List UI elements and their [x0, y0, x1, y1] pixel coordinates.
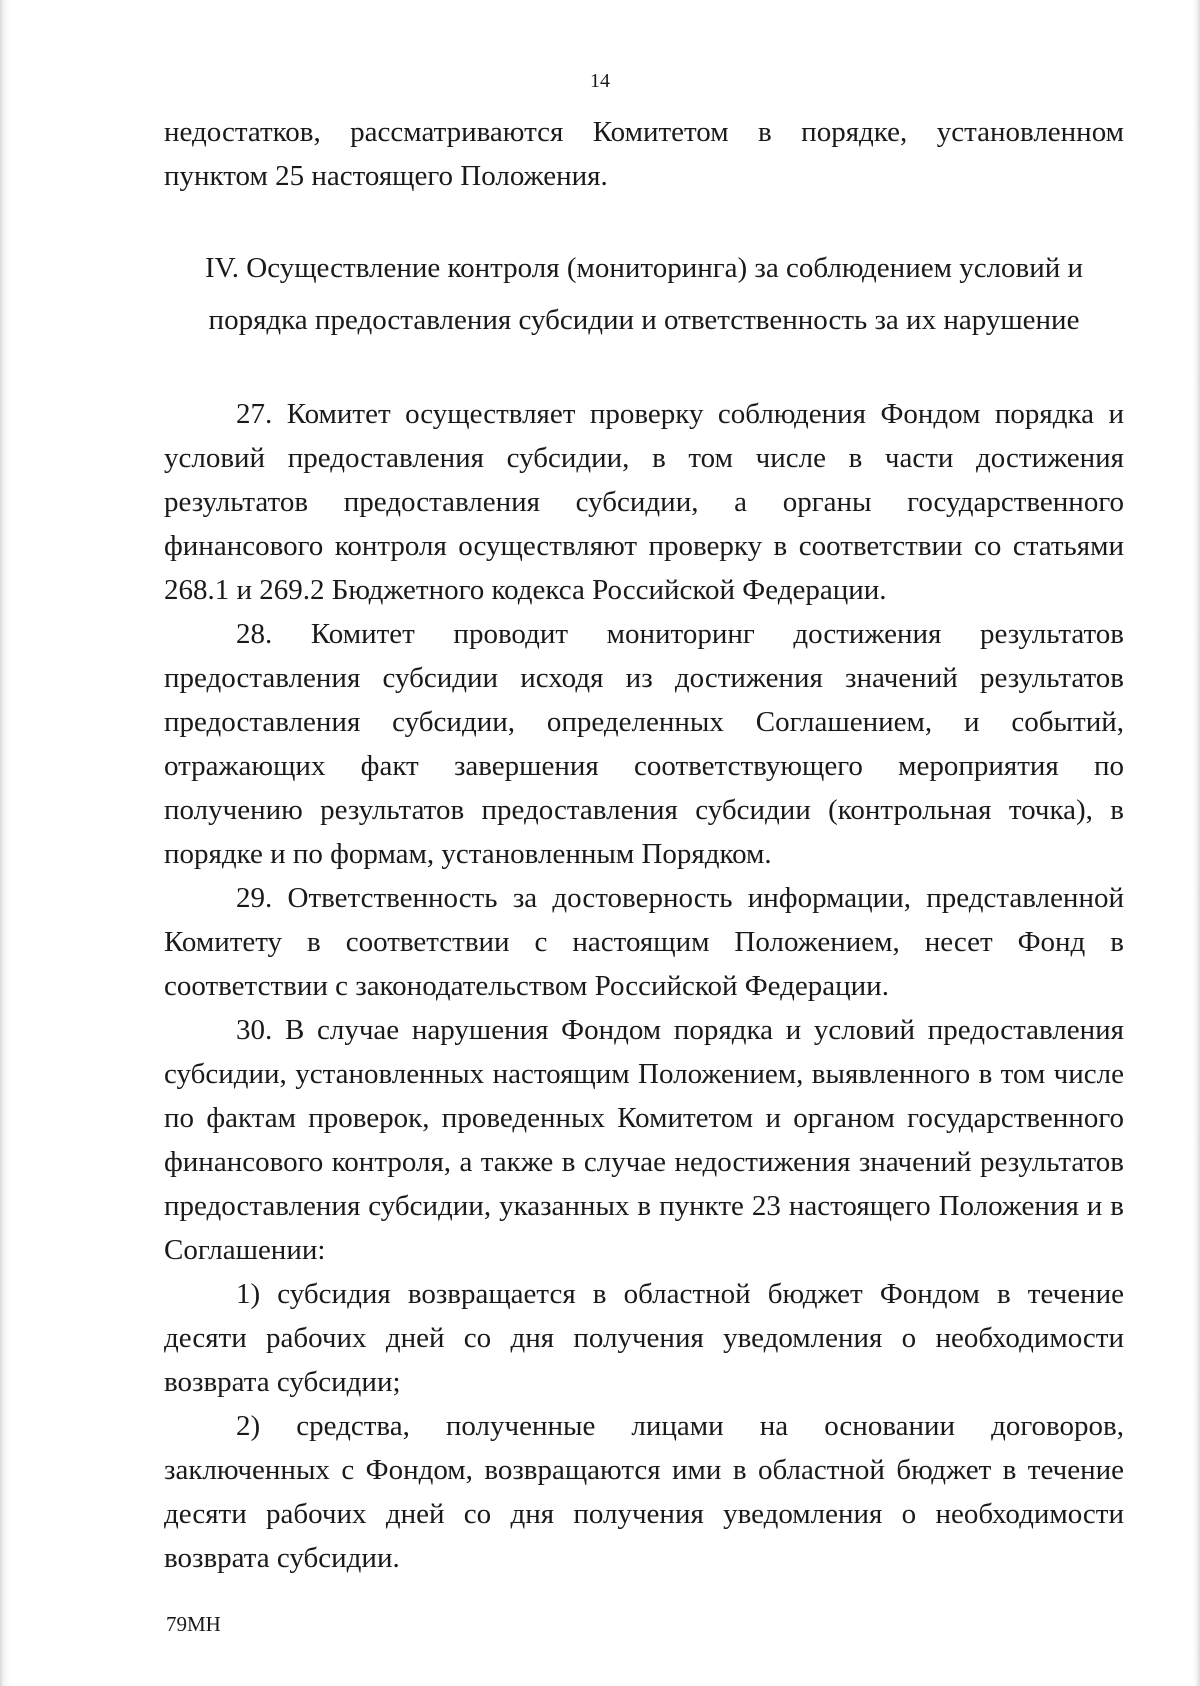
paragraph-30: 30. В случае нарушения Фондом порядка и условий предоставления субсидии, установленных настоящим Положением, выявленного в том числе по фактам проверок, проведенных Комитетом и органом государственного финансового контроля, а также в случае недостижения значений результатов предоставления субсидии, указанных в пункте 23 настоящего Положения и в Соглашении: — [164, 1014, 1124, 1266]
page-number: 14 — [590, 70, 610, 92]
footer-document-code: 79МН — [166, 1612, 221, 1636]
continuation-paragraph: недостатков, рассматриваются Комитетом в порядке, установленном пунктом 25 настоящего Положения. — [164, 116, 1124, 192]
scan-edge-right — [1192, 0, 1200, 1686]
document-body — [164, 110, 1124, 1580]
section-heading-line-2: порядка предоставления субсидии и ответственность за их нарушение — [208, 304, 1080, 336]
paragraph-29: 29. Ответственность за достоверность информации, представленной Комитету в соответствии с настоящим Положением, несет Фонд в соответствии с законодательством Российской Федерации. — [164, 882, 1124, 1002]
paragraph-27: 27. Комитет осуществляет проверку соблюдения Фондом порядка и условий предоставления субсидии, в том числе в части достижения результатов предоставления субсидии, а органы государственного финансового контроля осуществляют проверку в соответствии со статьями 268.1 и 269.2 Бюджетного кодекса Российской Федерации. — [164, 398, 1124, 606]
paragraph-30-item-2: 2) средства, полученные лицами на основании договоров, заключенных с Фондом, возвращаются ими в областной бюджет в течение десяти рабочих дней со дня получения уведомления о необходимости возврата субсидии. — [164, 1410, 1124, 1574]
paragraph-28: 28. Комитет проводит мониторинг достижения результатов предоставления субсидии исходя из достижения значений результатов предоставления субсидии, определенных Соглашением, и событий, отражающих факт завершения соответствующего мероприятия по получению результатов предоставления субсидии (контрольная точка), в порядке и по формам, установленным Порядком. — [164, 618, 1124, 870]
section-heading — [164, 242, 1124, 346]
section-heading-line-1: IV. Осуществление контроля (мониторинга) за соблюдением условий и — [204, 252, 1084, 284]
paragraph-30-item-1: 1) субсидия возвращается в областной бюджет Фондом в течение десяти рабочих дней со дня получения уведомления о необходимости возврата субсидии; — [164, 1278, 1124, 1398]
scan-edge-left — [0, 0, 10, 1686]
